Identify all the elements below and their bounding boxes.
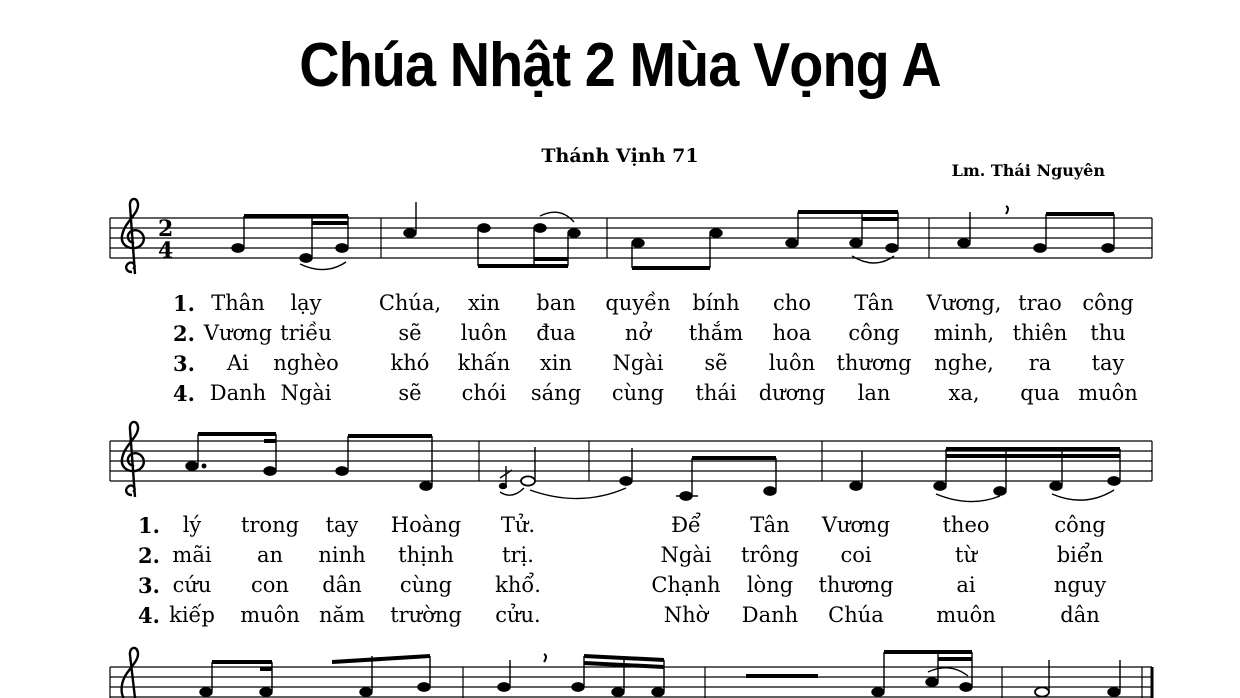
time-signature <box>158 216 173 264</box>
lyric-syllable: sẽ <box>398 381 422 405</box>
lyric-syllable: Tân <box>750 513 790 537</box>
lyric-syllable: mãi <box>172 543 212 567</box>
lyric-syllable: năm <box>319 603 365 627</box>
lyric-syllable: an <box>256 543 284 567</box>
verse-number: 3. <box>138 573 160 598</box>
notes-system-3 <box>200 652 1120 697</box>
lyric-syllable: bính <box>692 291 740 315</box>
lyric-syllable: muôn <box>1078 381 1138 405</box>
lyric-syllable: muôn <box>240 603 300 627</box>
verse-number: 2. <box>138 543 160 568</box>
notes-system-1 <box>232 202 1114 270</box>
lyric-syllable: Ngài <box>612 351 664 375</box>
verse-number: 2. <box>173 321 195 346</box>
staff-system-1 <box>110 218 1152 258</box>
lyric-syllable: từ <box>955 543 977 567</box>
lyric-syllable: lý <box>182 513 202 537</box>
lyric-syllable: công <box>1082 291 1134 315</box>
lyric-syllable: cứu <box>172 573 212 597</box>
lyric-syllable: ai <box>956 573 976 597</box>
treble-clef-icon <box>122 199 144 274</box>
verse-number: 1. <box>173 291 195 316</box>
lyric-syllable: trị. <box>502 543 534 567</box>
lyric-syllable: trường <box>390 603 462 627</box>
lyric-syllable: tay <box>1091 351 1125 375</box>
lyric-syllable: Thân <box>211 291 265 315</box>
lyric-syllable: Hoàng <box>390 513 462 537</box>
lyric-syllable: con <box>251 573 289 597</box>
lyric-syllable: xin <box>539 351 573 375</box>
lyric-syllable: công <box>848 321 900 345</box>
lyric-syllable: Chạnh <box>651 573 721 597</box>
lyric-syllable: Chúa, <box>378 291 442 315</box>
verse-number: 4. <box>138 603 160 628</box>
lyric-syllable: dương <box>758 381 826 405</box>
lyric-syllable: thương <box>836 351 912 375</box>
treble-clef-icon <box>122 422 144 497</box>
lyric-syllable: xin <box>467 291 501 315</box>
lyric-syllable: hoa <box>772 321 812 345</box>
lyric-syllable: Tử. <box>500 513 536 537</box>
lyric-syllable: cùng <box>399 573 453 597</box>
lyric-syllable: luôn <box>768 351 816 375</box>
lyric-syllable: theo <box>942 513 990 537</box>
lyric-syllable: trong <box>240 513 300 537</box>
lyric-syllable: ban <box>536 291 576 315</box>
lyric-syllable: biển <box>1056 543 1104 567</box>
lyric-syllable: Nhờ <box>663 603 709 627</box>
lyric-syllable: cửu. <box>495 603 541 627</box>
lyric-syllable: nghe, <box>934 351 994 375</box>
lyric-syllable: Danh <box>741 603 799 627</box>
lyric-syllable: khó <box>390 351 430 375</box>
lyric-syllable: cùng <box>611 381 665 405</box>
lyric-syllable: nghèo <box>273 351 339 375</box>
lyric-syllable: minh, <box>933 321 995 345</box>
lyric-syllable: thắm <box>688 321 744 345</box>
lyric-syllable: Danh <box>209 381 267 405</box>
lyric-syllable: nở <box>624 321 652 345</box>
notes-system-2 <box>186 434 1120 502</box>
lyric-syllable: nguy <box>1053 573 1107 597</box>
verse-number: 3. <box>173 351 195 376</box>
lyric-syllable: lạy <box>290 291 322 315</box>
lyric-syllable: dân <box>322 573 362 597</box>
treble-clef-icon <box>122 648 138 698</box>
lyric-syllable: khổ. <box>495 573 541 597</box>
lyric-syllable: Vương, <box>926 291 1002 315</box>
lyric-syllable: Ngài <box>660 543 712 567</box>
lyric-syllable: ra <box>1028 351 1052 375</box>
verse-number: 1. <box>138 513 160 538</box>
lyric-syllable: tay <box>325 513 359 537</box>
psalm-subtitle: Thánh Vịnh 71 <box>541 145 699 167</box>
lyric-syllable: thái <box>695 381 737 405</box>
lyric-syllable: lan <box>857 381 891 405</box>
lyric-syllable: cho <box>773 291 811 315</box>
svg-text:2: 2 <box>158 216 174 242</box>
verse-number: 4. <box>173 381 195 406</box>
lyric-syllable: Chúa <box>828 603 884 627</box>
lyric-syllable: trông <box>740 543 800 567</box>
lyric-syllable: đua <box>536 321 576 345</box>
lyric-syllable: thịnh <box>398 543 454 567</box>
lyric-syllable: sẽ <box>704 351 728 375</box>
lyric-syllable: Để <box>671 513 701 537</box>
lyric-syllable: Ai <box>227 351 249 375</box>
lyric-syllable: muôn <box>936 603 996 627</box>
lyric-syllable: Vương <box>821 513 891 537</box>
lyric-syllable: Ngài <box>280 381 332 405</box>
lyric-syllable: sẽ <box>398 321 422 345</box>
lyric-syllable: Tân <box>854 291 894 315</box>
lyric-syllable: luôn <box>460 321 508 345</box>
lyric-syllable: quyền <box>605 291 671 315</box>
lyric-syllable: ninh <box>318 543 366 567</box>
composer-credit: Lm. Thái Nguyên <box>951 161 1105 180</box>
lyric-syllable: trao <box>1018 291 1062 315</box>
lyric-syllable: thiên <box>1012 321 1068 345</box>
lyric-syllable: thu <box>1090 321 1126 345</box>
lyric-syllable: triều <box>280 321 332 345</box>
lyric-syllable: Vương <box>203 321 273 345</box>
lyric-syllable: thương <box>818 573 894 597</box>
lyric-syllable: lòng <box>746 573 794 597</box>
lyric-syllable: qua <box>1020 381 1060 405</box>
lyric-syllable: coi <box>840 543 872 567</box>
svg-text:4: 4 <box>158 238 174 264</box>
song-title: Chúa Nhật 2 Mùa Vọng A <box>299 31 941 100</box>
lyric-syllable: sáng <box>530 381 582 405</box>
lyric-syllable: chói <box>461 381 507 405</box>
lyric-syllable: khấn <box>457 351 511 375</box>
lyric-syllable: kiếp <box>169 603 215 627</box>
lyric-syllable: dân <box>1060 603 1100 627</box>
lyric-syllable: công <box>1054 513 1106 537</box>
lyric-syllable: xa, <box>948 381 980 405</box>
